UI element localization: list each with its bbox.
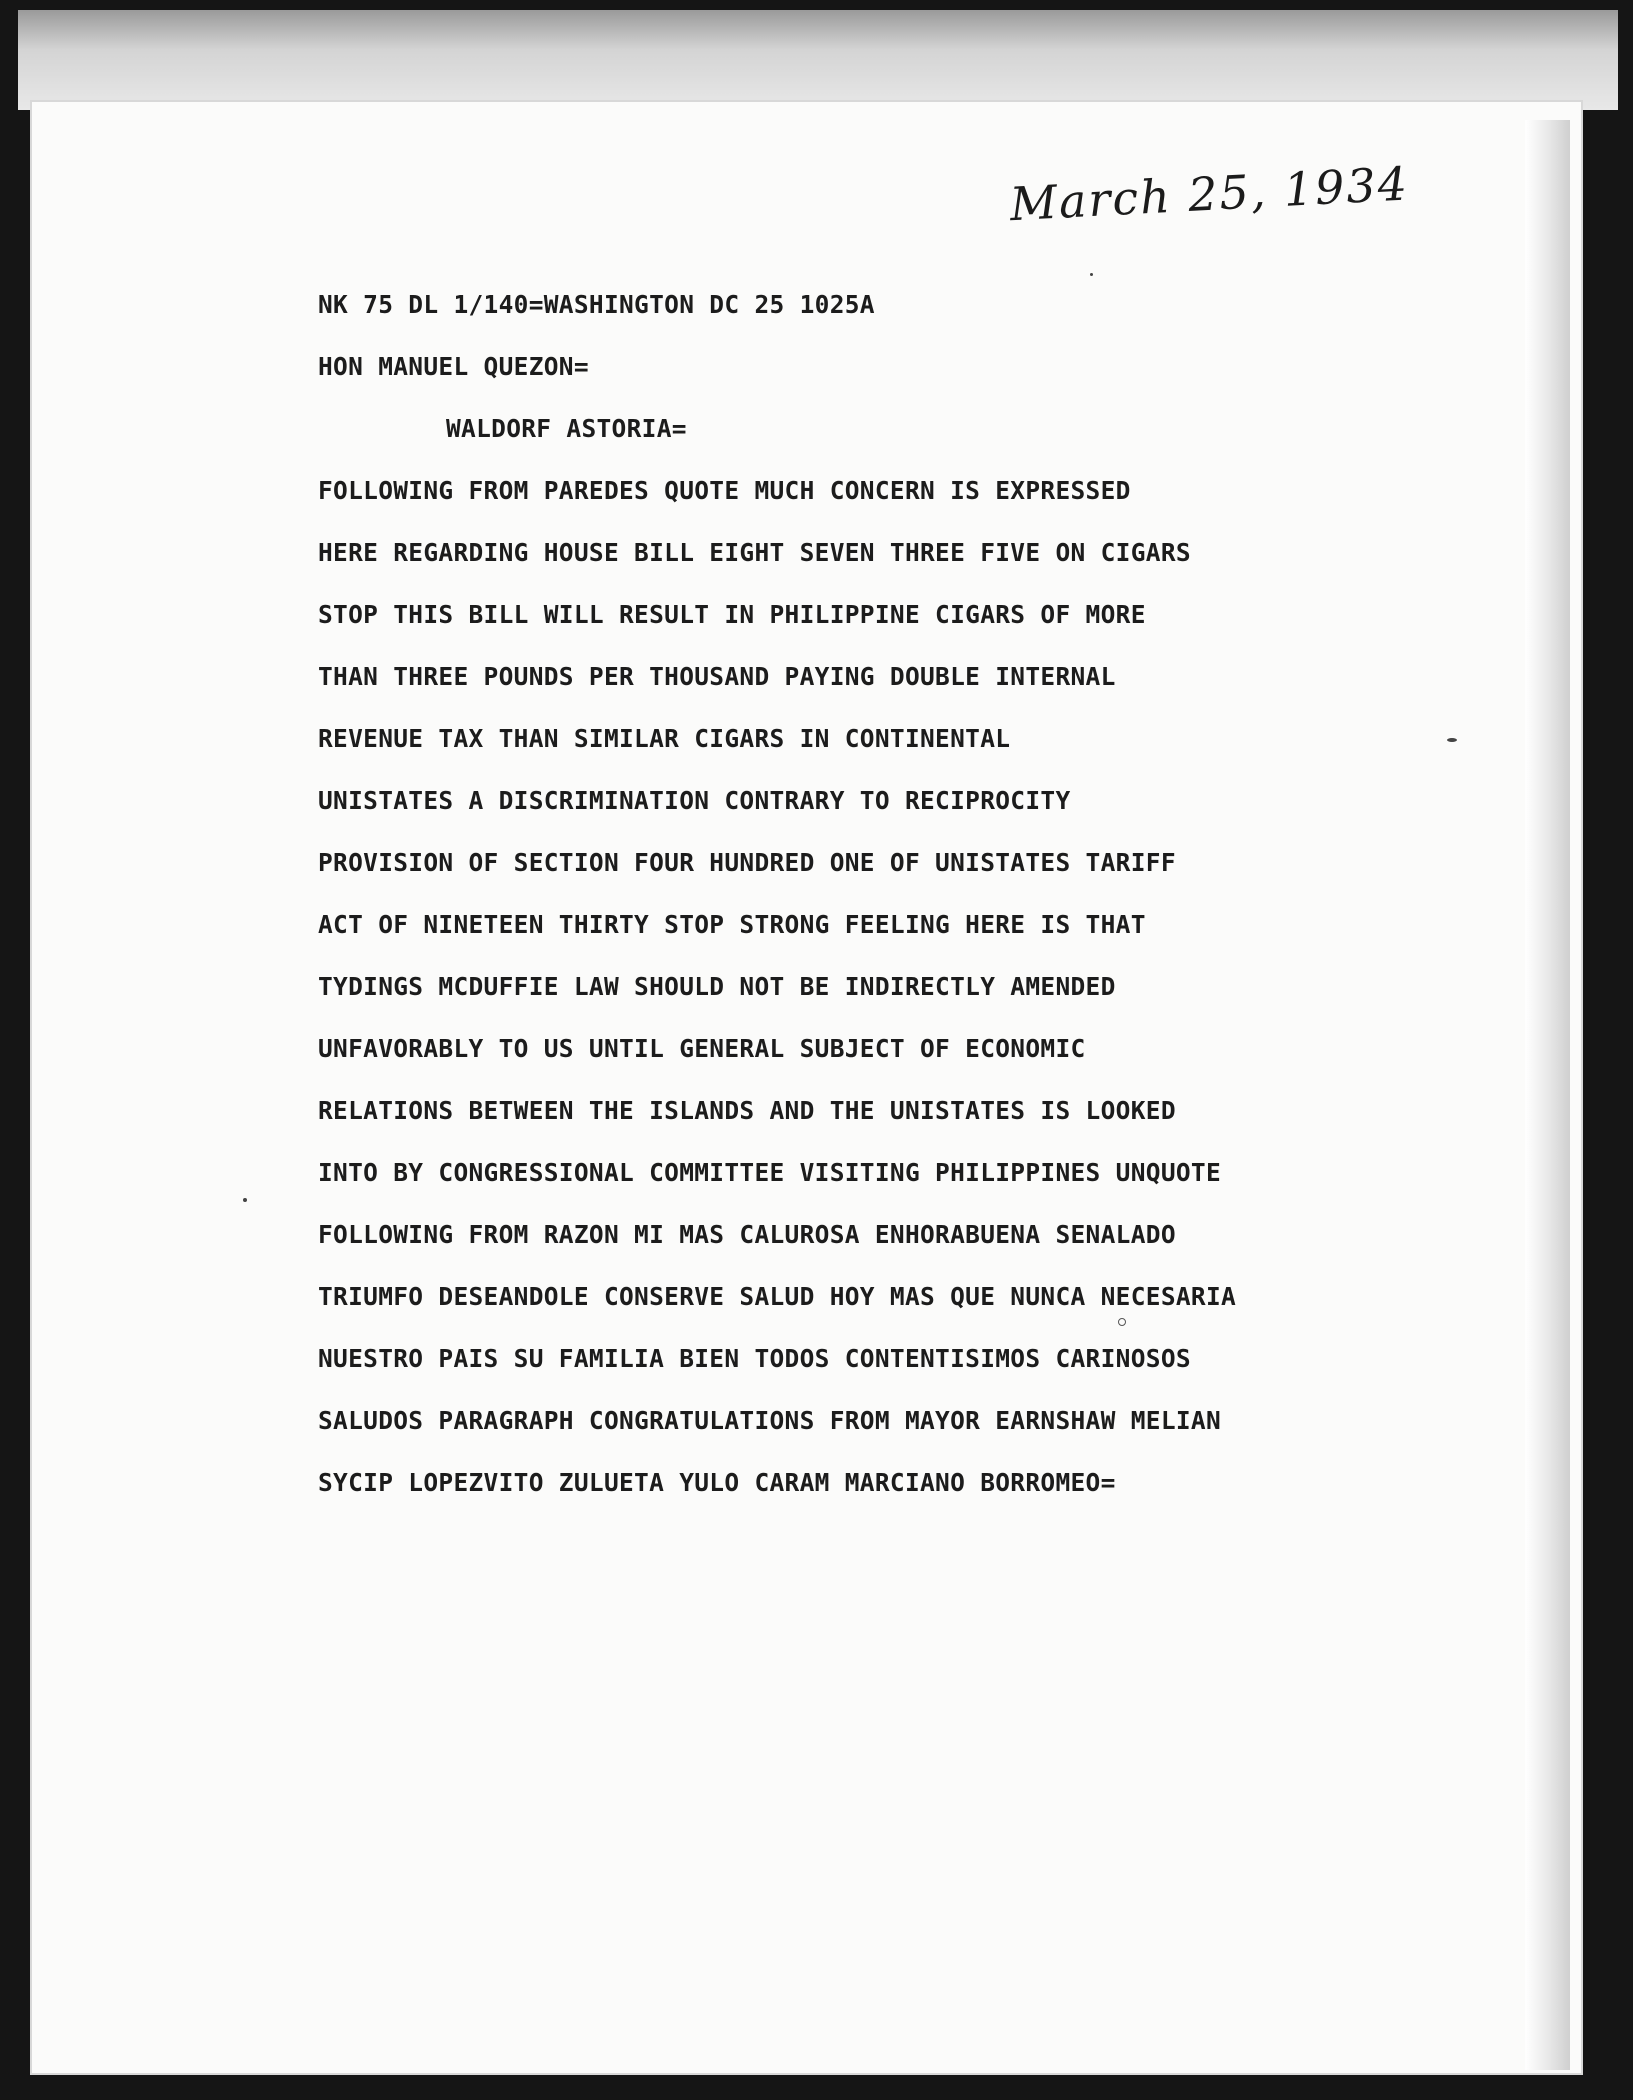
scan-mark (243, 1198, 247, 1202)
message-line: TRIUMFO DESEANDOLE CONSERVE SALUD HOY MAS QUE NUNCA NECESARIA (318, 1282, 1237, 1311)
address-line: WALDORF ASTORIA= (446, 414, 687, 443)
scan-mark (1090, 273, 1093, 276)
message-line: ACT OF NINETEEN THIRTY STOP STRONG FEELING HERE IS THAT (318, 910, 1146, 939)
message-line: UNFAVORABLY TO US UNTIL GENERAL SUBJECT OF ECONOMIC (318, 1034, 1086, 1063)
scan-top-shadow (18, 10, 1618, 110)
message-line: HERE REGARDING HOUSE BILL EIGHT SEVEN THREE FIVE ON CIGARS (318, 538, 1191, 567)
handwritten-date: March 25, 1934 (1008, 156, 1411, 232)
message-line: SALUDOS PARAGRAPH CONGRATULATIONS FROM MAYOR EARNSHAW MELIAN (318, 1406, 1222, 1435)
message-line: THAN THREE POUNDS PER THOUSAND PAYING DOUBLE INTERNAL (318, 662, 1116, 691)
message-line: UNISTATES A DISCRIMINATION CONTRARY TO RECIPROCITY (318, 786, 1071, 815)
telegram-header-line: NK 75 DL 1/140=WASHINGTON DC 25 1025A (318, 290, 875, 319)
telegram-body (318, 285, 1318, 1525)
message-line: FOLLOWING FROM RAZON MI MAS CALUROSA ENHORABUENA SENALADO (318, 1220, 1176, 1249)
recipient-line: HON MANUEL QUEZON= (318, 352, 589, 381)
message-line: STOP THIS BILL WILL RESULT IN PHILIPPINE CIGARS OF MORE (318, 600, 1146, 629)
scan-mark (1447, 738, 1457, 742)
message-line: REVENUE TAX THAN SIMILAR CIGARS IN CONTINENTAL (318, 724, 1011, 753)
message-line: INTO BY CONGRESSIONAL COMMITTEE VISITING PHILIPPINES UNQUOTE (318, 1158, 1222, 1187)
paper-right-edge (1525, 120, 1570, 2070)
message-line: TYDINGS MCDUFFIE LAW SHOULD NOT BE INDIRECTLY AMENDED (318, 972, 1116, 1001)
message-line: FOLLOWING FROM PAREDES QUOTE MUCH CONCERN IS EXPRESSED (318, 476, 1131, 505)
scan-mark (1118, 1318, 1126, 1326)
signature-line: SYCIP LOPEZVITO ZULUETA YULO CARAM MARCIANO BORROMEO= (318, 1468, 1116, 1497)
message-line: PROVISION OF SECTION FOUR HUNDRED ONE OF UNISTATES TARIFF (318, 848, 1176, 877)
message-line: RELATIONS BETWEEN THE ISLANDS AND THE UNISTATES IS LOOKED (318, 1096, 1176, 1125)
message-line: NUESTRO PAIS SU FAMILIA BIEN TODOS CONTENTISIMOS CARINOSOS (318, 1344, 1191, 1373)
